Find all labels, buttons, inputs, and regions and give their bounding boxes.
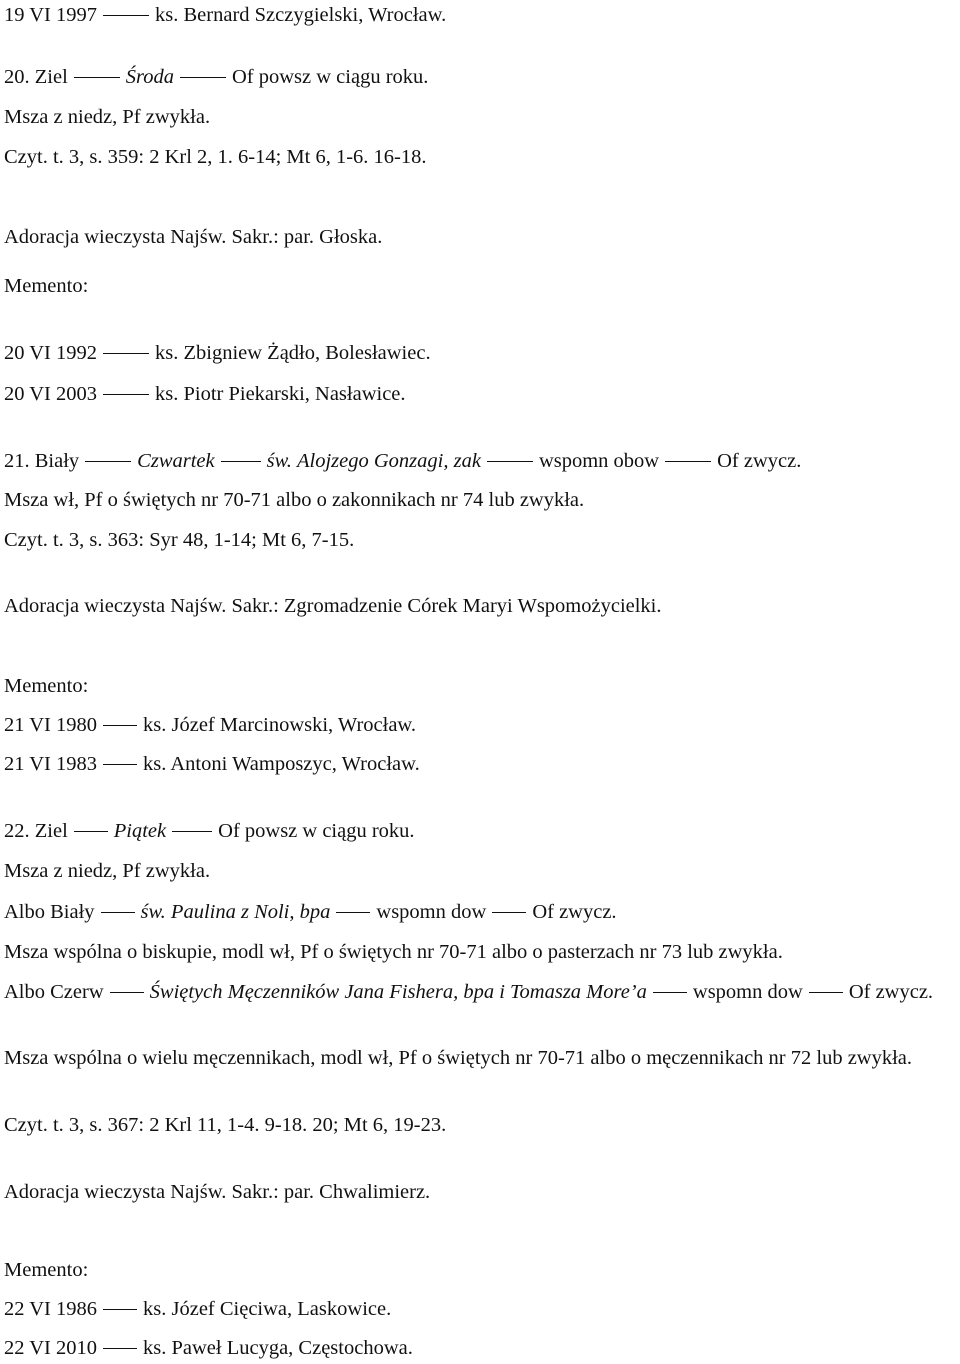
entry-name: ks. Józef Cięciwa, Laskowice. [143, 1298, 392, 1320]
dash [487, 461, 533, 463]
readings-line: Czyt. t. 3, s. 363: Syr 48, 1-14; Mt 6, 7-15. [4, 529, 355, 551]
mass-line: Msza wspólna o wielu męczennikach, modl wł, Pf o świętych nr 70-71 albo o męczennikach nr 72 lub zwykła. [4, 1047, 913, 1069]
memento-entry-1983 [4, 752, 420, 776]
entry-name: ks. Antoni Wamposzyc, Wrocław. [143, 753, 420, 775]
entry-date: 21 VI 1983 [4, 753, 98, 775]
dash [221, 461, 261, 463]
adoration-line: Adoracja wieczysta Najśw. Sakr.: par. Chwalimierz. [4, 1181, 431, 1203]
option-head: Albo Czerw [4, 981, 104, 1003]
dash [103, 353, 149, 355]
dash [180, 77, 226, 79]
saint-name: Świętych Męczenników Jana Fishera, bpa i Tomasza More’a [149, 981, 647, 1003]
dash [336, 912, 370, 914]
mass-line: Msza z niedz, Pf zwykła. [4, 860, 211, 882]
day-name: Środa [125, 66, 174, 88]
memento-label: Memento: [4, 275, 89, 297]
day-head: 21. Biały [4, 450, 80, 472]
dash [74, 831, 108, 833]
dash [809, 992, 843, 994]
entry-date: 20 VI 2003 [4, 383, 98, 405]
entry-date: 19 VI 1997 [4, 4, 98, 26]
entry-name: ks. Paweł Lucyga, Częstochowa. [143, 1337, 413, 1359]
day-name: Czwartek [137, 450, 215, 472]
readings-line: Czyt. t. 3, s. 359: 2 Krl 2, 1. 6-14; Mt 6, 1-6. 16-18. [4, 146, 427, 168]
entry-date: 22 VI 2010 [4, 1337, 98, 1359]
day-20-heading [4, 65, 428, 89]
day-21-heading [4, 449, 801, 473]
mass-line: Msza wł, Pf o świętych nr 70-71 albo o zakonnikach nr 74 lub zwykła. [4, 489, 585, 511]
optional-memorial-fisher-more [4, 980, 958, 1004]
dash [103, 725, 137, 727]
office: Of zwycz. [848, 981, 934, 1003]
office: Of powsz w ciągu roku. [218, 820, 415, 842]
dash [665, 461, 711, 463]
saint-name: św. Paulina z Noli, bpa [140, 901, 331, 923]
memento-label: Memento: [4, 675, 89, 697]
dash [492, 912, 526, 914]
memento-entry-1992 [4, 341, 431, 365]
saint-name: Alojzego Gonzagi, zak [297, 450, 481, 472]
option-head: Albo Biały [4, 901, 95, 923]
office: Of zwycz. [717, 450, 802, 472]
dash [103, 15, 149, 17]
rank: wspomn dow [376, 901, 487, 923]
memento-entry-2010 [4, 1336, 413, 1360]
office: Of powsz w ciągu roku. [231, 66, 429, 88]
dash [103, 394, 149, 396]
dash [653, 992, 687, 994]
dash [85, 461, 131, 463]
adoration-line: Adoracja wieczysta Najśw. Sakr.: Zgromadzenie Córek Maryi Wspomożycielki. [4, 595, 662, 617]
day-22-heading [4, 819, 415, 843]
entry-name: ks. Zbigniew Żądło, Bolesławiec. [155, 342, 431, 364]
memento-entry-1986 [4, 1297, 391, 1321]
day-head: 20. Ziel [4, 66, 68, 88]
entry-name: ks. Bernard Szczygielski, Wrocław. [155, 4, 447, 26]
day-name: Piątek [113, 820, 167, 842]
dash [101, 912, 135, 914]
optional-memorial-paulinus [4, 900, 617, 924]
office: Of zwycz. [532, 901, 617, 923]
entry-date: 21 VI 1980 [4, 714, 98, 736]
dash [103, 1348, 137, 1350]
memento-entry-1980 [4, 713, 416, 737]
rank: wspomn dow [692, 981, 803, 1003]
entry-name: ks. Józef Marcinowski, Wrocław. [143, 714, 417, 736]
adoration-line: Adoracja wieczysta Najśw. Sakr.: par. Głoska. [4, 226, 383, 248]
dash [74, 77, 120, 79]
saint-prefix: św. [266, 450, 292, 472]
dash [103, 1309, 137, 1311]
dash [110, 992, 144, 994]
mass-line: Msza z niedz, Pf zwykła. [4, 106, 211, 128]
dash [103, 764, 137, 766]
memento-entry-1997 [4, 3, 446, 27]
mass-line: Msza wspólna o biskupie, modl wł, Pf o świętych nr 70-71 albo o pasterzach nr 73 lub zwykła. [4, 941, 783, 963]
memento-label: Memento: [4, 1259, 89, 1281]
entry-date: 22 VI 1986 [4, 1298, 98, 1320]
memento-entry-2003 [4, 382, 406, 406]
readings-line: Czyt. t. 3, s. 367: 2 Krl 11, 1-4. 9-18. 20; Mt 6, 19-23. [4, 1114, 447, 1136]
entry-date: 20 VI 1992 [4, 342, 98, 364]
rank: wspomn obow [538, 450, 660, 472]
dash [172, 831, 212, 833]
entry-name: ks. Piotr Piekarski, Nasławice. [155, 383, 406, 405]
day-head: 22. Ziel [4, 820, 68, 842]
